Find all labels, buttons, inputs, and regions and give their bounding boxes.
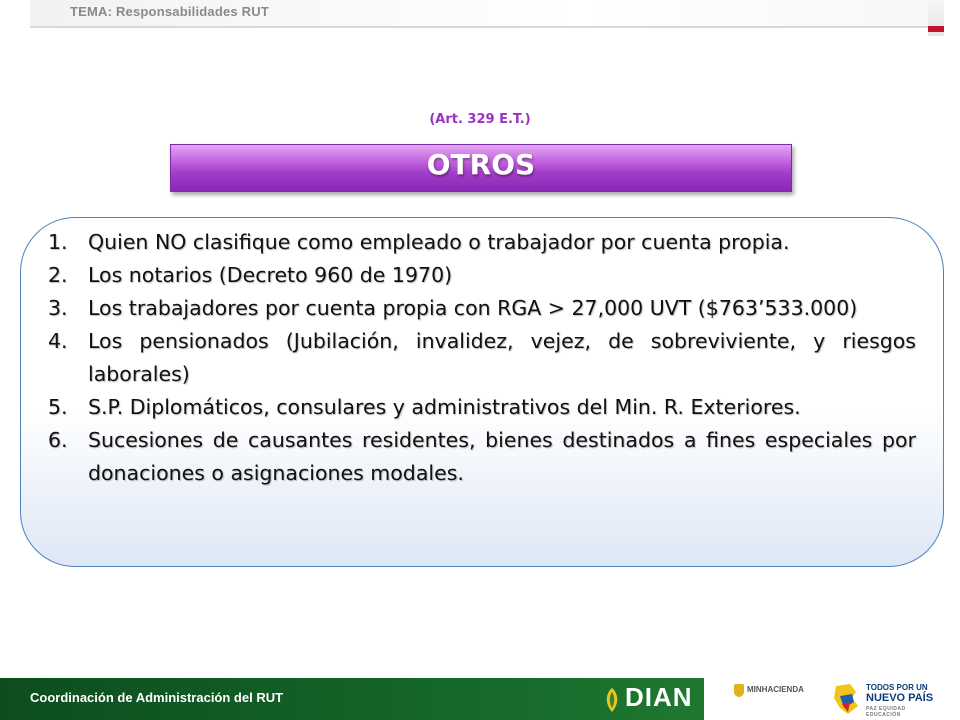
list-item-number: 1. [48, 230, 68, 254]
list-item-number: 5. [48, 395, 68, 419]
section-banner [170, 144, 792, 192]
header-accent [928, 0, 944, 36]
list-item [48, 292, 916, 325]
dian-leaf-icon [603, 686, 621, 714]
list-item [48, 424, 916, 490]
slogan-line-2: NUEVO PAÍS [866, 692, 934, 704]
minhacienda-wordmark: MINHACIENDA [747, 685, 804, 694]
section-title: OTROS [426, 148, 536, 181]
list-item-text: Sucesiones de causantes residentes, bienes destinados a fines especiales por donaciones o asignaciones modales. [88, 428, 916, 485]
list-item-text: Los trabajadores por cuenta propia con RGA > 27,000 UVT ($763’533.000) [88, 296, 858, 320]
list-item-text: S.P. Diplomáticos, consulares y administrativos del Min. R. Exteriores. [88, 395, 801, 419]
todos-por-un-nuevo-pais-logo [830, 682, 942, 718]
list-item-number: 2. [48, 263, 68, 287]
list-item-text: Los notarios (Decreto 960 de 1970) [88, 263, 453, 287]
dian-wordmark: DIAN [625, 682, 693, 712]
list-item [48, 391, 916, 424]
topic-label: TEMA: Responsabilidades RUT [70, 4, 269, 19]
list-item [48, 259, 916, 292]
minhacienda-logo [734, 684, 822, 700]
list-item [48, 226, 916, 259]
footer-text: Coordinación de Administración del RUT [30, 690, 284, 705]
list-item-number: 6. [48, 428, 68, 452]
list-item [48, 325, 916, 391]
list-item-text: Quien NO clasifique como empleado o trabajador por cuenta propia. [88, 230, 790, 254]
header-accent-red [928, 26, 944, 32]
list-item-number: 3. [48, 296, 68, 320]
slogan-line-3: PAZ EQUIDAD EDUCACIÓN [866, 706, 906, 718]
dian-logo [603, 682, 699, 718]
responsibility-list [48, 226, 916, 490]
list-item-text: Los pensionados (Jubilación, invalidez, vejez, de sobreviviente, y riesgos laborales) [88, 329, 916, 386]
article-reference: (Art. 329 E.T.) [429, 112, 531, 127]
slogan-line-1: TODOS POR UN [866, 683, 928, 692]
list-item-number: 4. [48, 329, 68, 353]
coat-of-arms-icon [734, 684, 744, 697]
colombia-map-icon [830, 682, 862, 716]
